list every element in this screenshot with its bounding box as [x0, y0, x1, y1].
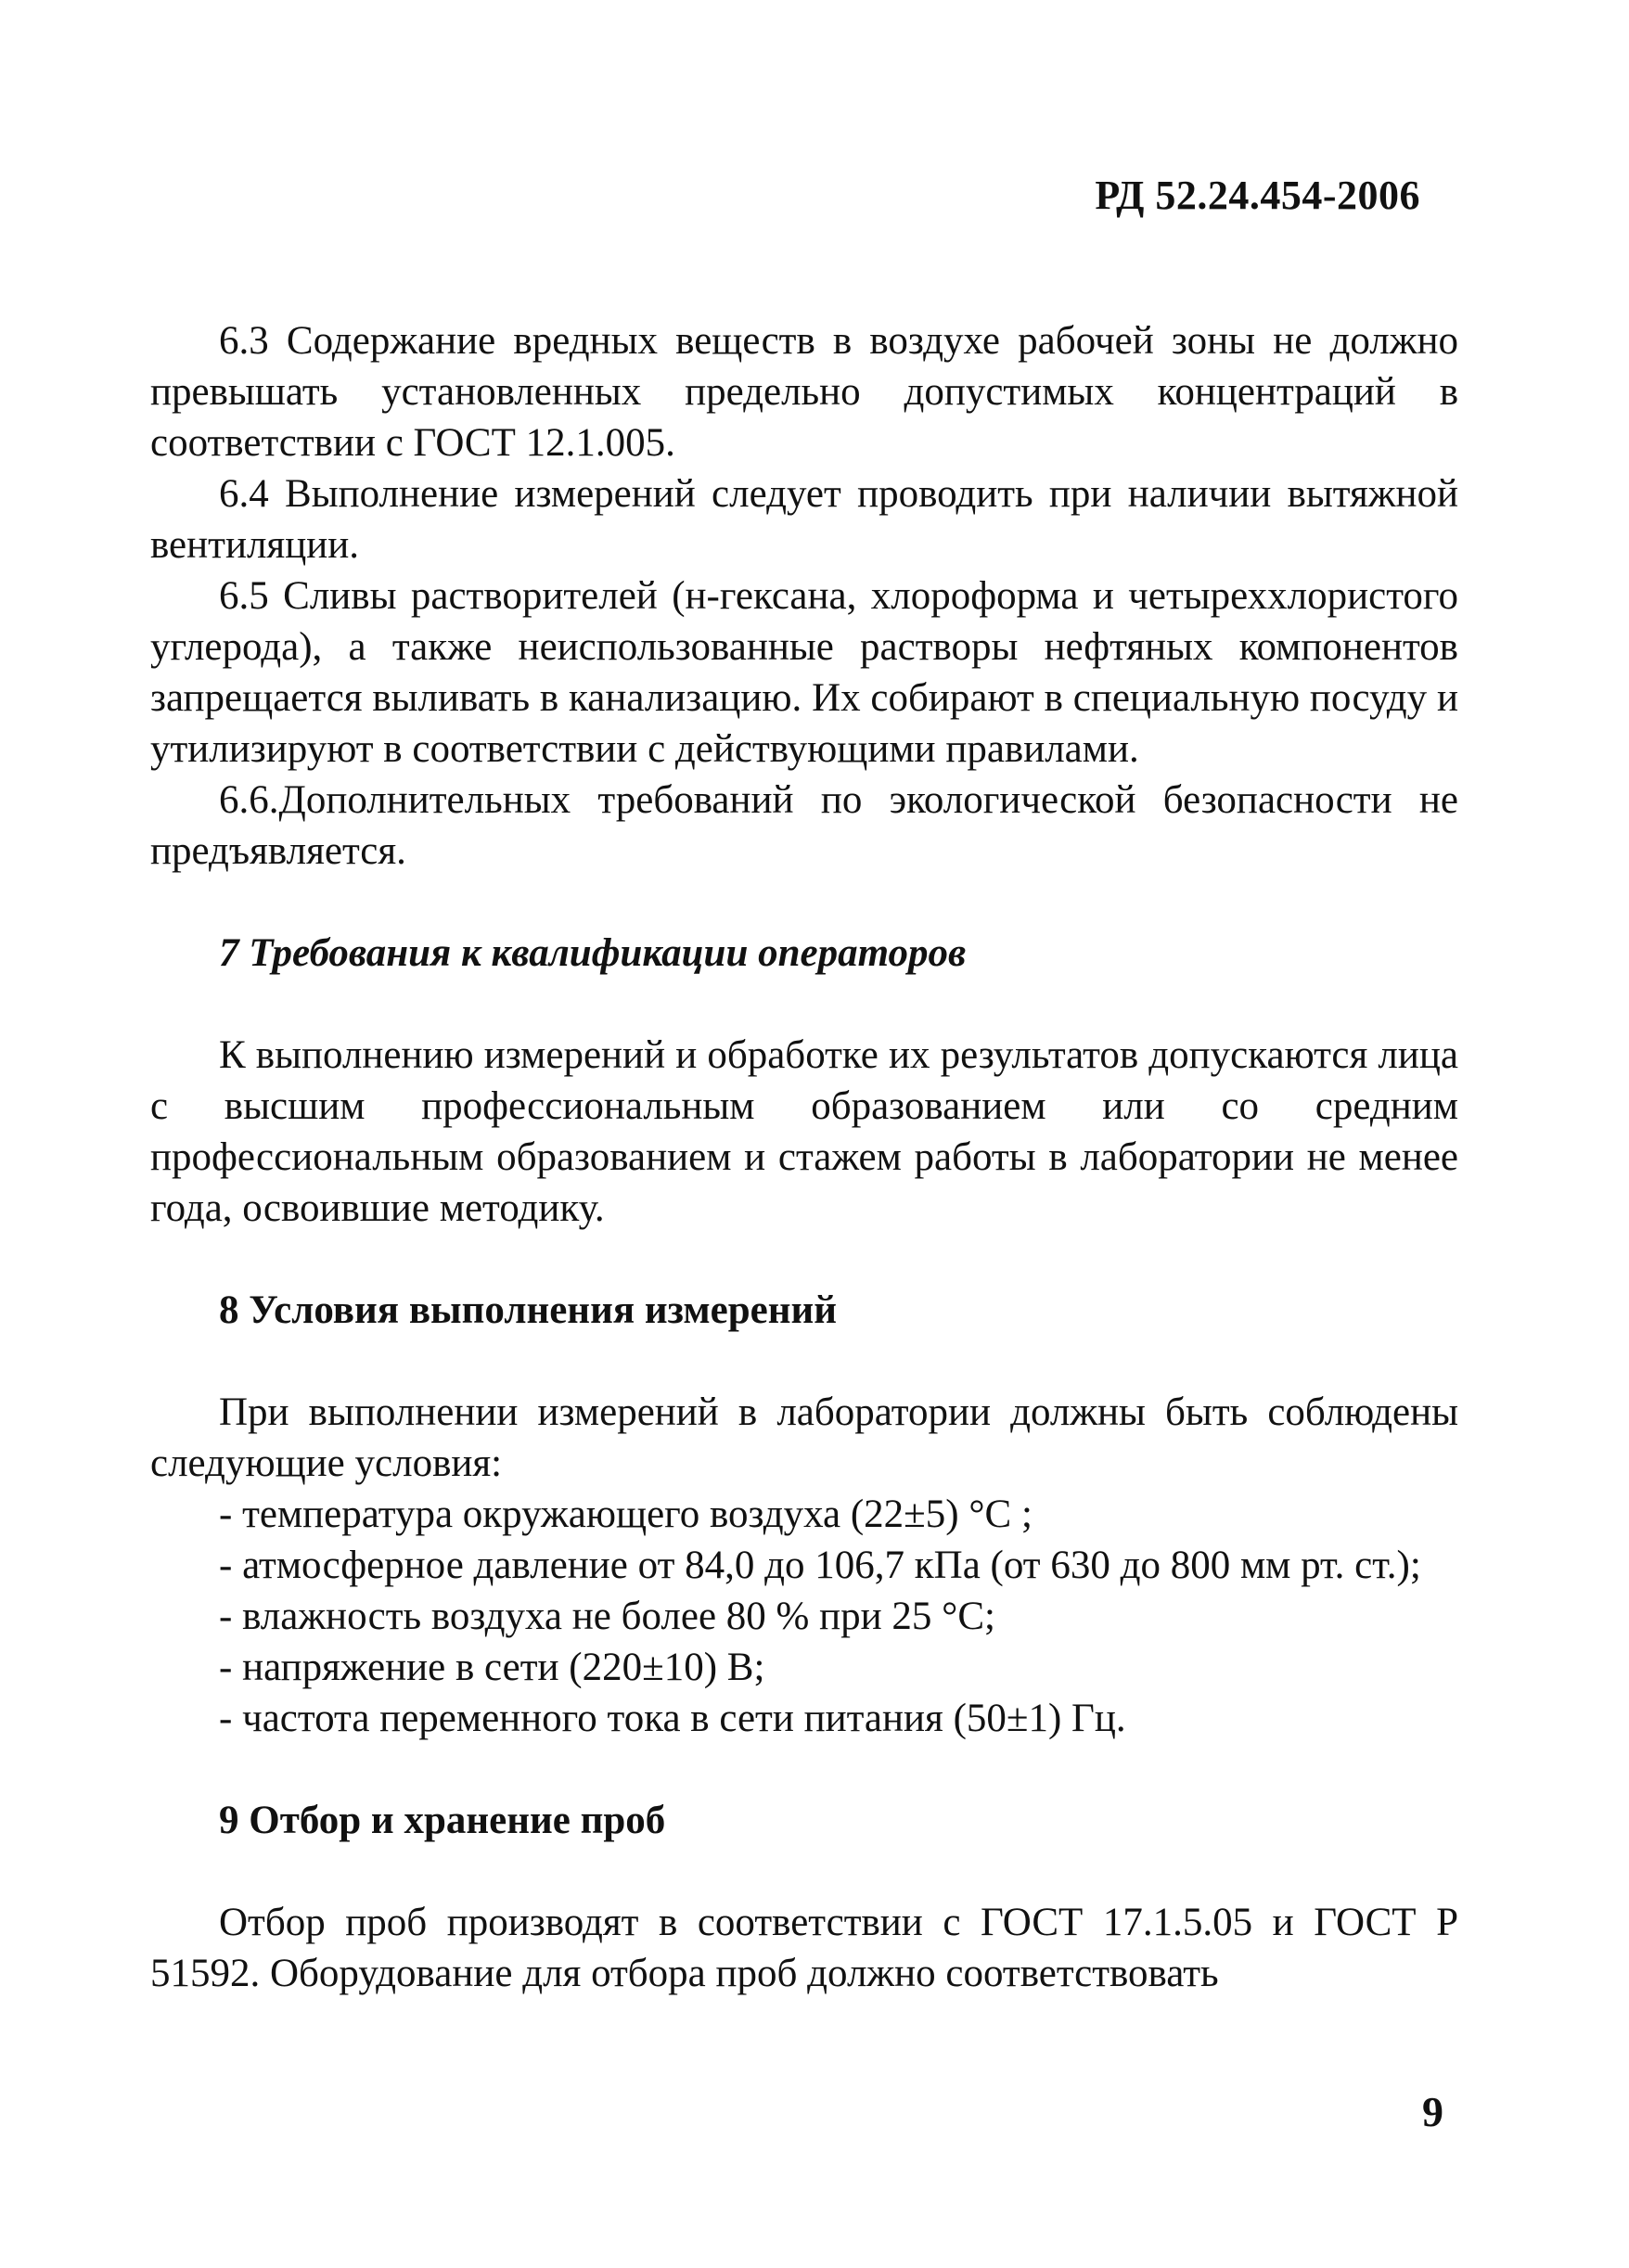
- condition-temperature: - температура окружающего воздуха (22±5) °С ;: [219, 1493, 1033, 1536]
- page-number: 9: [1422, 2088, 1443, 2135]
- section-9-heading: 9 Отбор и хранение проб: [219, 1799, 666, 1842]
- section-8-heading: 8 Условия выполнения измерений: [219, 1288, 838, 1332]
- section-8-intro: При выполнении измерений в лаборатории должны быть соблюдены следующие условия:: [150, 1390, 1458, 1485]
- section-7-heading: 7 Требования к квалификации операторов: [219, 931, 967, 975]
- document-code: РД 52.24.454-2006: [1095, 173, 1420, 218]
- condition-humidity: - влажность воздуха не более 80 % при 25 °С;: [219, 1595, 995, 1638]
- condition-pressure: - атмосферное давление от 84,0 до 106,7 кПа (от 630 до 800 мм рт. ст.);: [219, 1544, 1421, 1587]
- section-9-text: Отбор проб производят в соответствии с ГОСТ 17.1.5.05 и ГОСТ Р 51592. Оборудование для отбора проб должно соответствовать: [150, 1901, 1458, 1995]
- document-body: [150, 315, 1458, 1999]
- paragraph-6-6: 6.6.Дополнительных требований по экологической безопасности не предъявляется.: [150, 778, 1458, 873]
- condition-frequency: - частота переменного тока в сети питания (50±1) Гц.: [219, 1697, 1126, 1740]
- paragraph-6-3: 6.3 Содержание вредных веществ в воздухе рабочей зоны не должно превышать установленных предельно допустимых концентраций в соответствии с ГОСТ 12.1.005.: [150, 319, 1458, 465]
- condition-voltage: - напряжение в сети (220±10) В;: [219, 1646, 765, 1689]
- paragraph-6-5: 6.5 Сливы растворителей (н-гексана, хлороформа и четыреххлористого углерода), а также неиспользованные растворы нефтяных компонентов запрещается выливать в канализацию. Их собирают в специальную посуду и утилизируют в соответствии с действующими правилами.: [150, 574, 1458, 771]
- paragraph-6-4: 6.4 Выполнение измерений следует проводить при наличии вытяжной вентиляции.: [150, 472, 1458, 567]
- section-7-text: К выполнению измерений и обработке их результатов допускаются лица с высшим профессиональным образованием или со средним профессиональным образованием и стажем работы в лаборатории не менее года, освоившие методику.: [150, 1033, 1458, 1230]
